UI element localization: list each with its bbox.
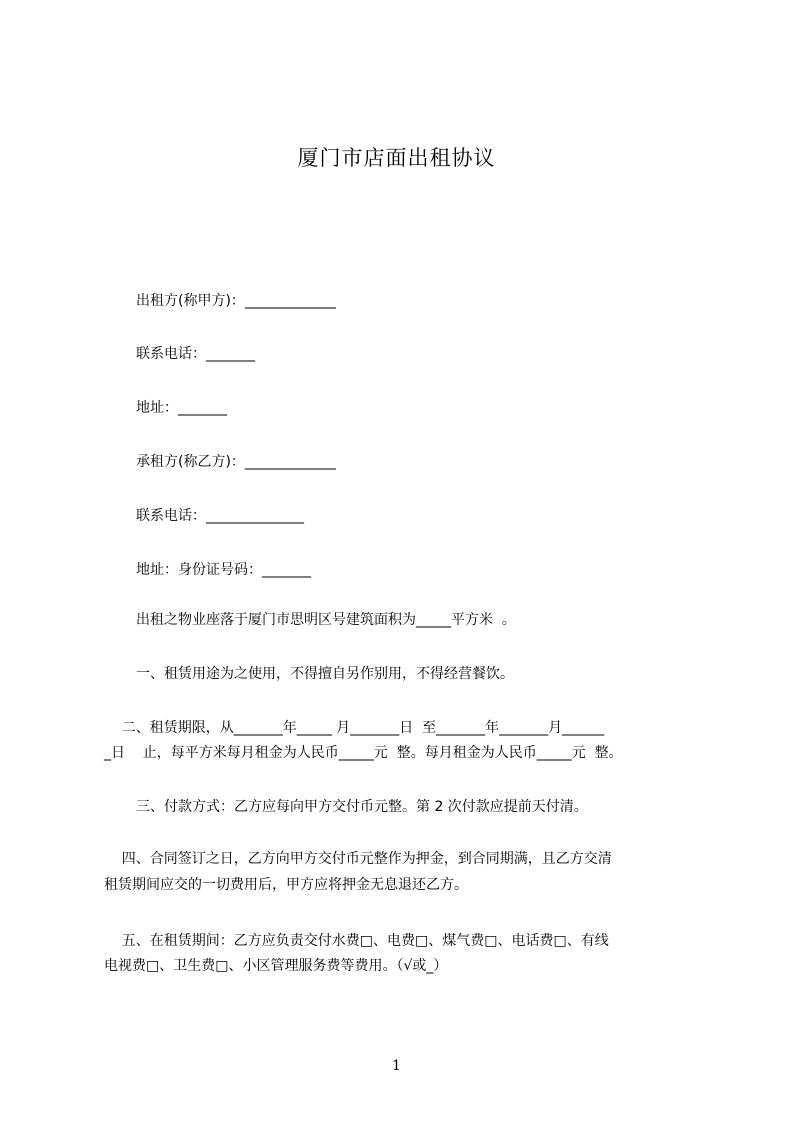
clause-2-term-rent bbox=[104, 718, 704, 763]
clause-4-line-1: 四、合同签订之日，乙方向甲方交付币元整作为押金，到合同期满，且乙方交清 bbox=[104, 851, 612, 867]
lessee-phone-field: 联系电话：______________ bbox=[136, 508, 304, 524]
clause-2-line-2: _日 止，每平方米每月租金为人民币_____元 整。每月租金为人民币_____元 整。 bbox=[104, 745, 623, 761]
clause-1-usage: 一、租赁用途为之使用，不得擅自另作别用，不得经营餐饮。 bbox=[136, 666, 514, 682]
clause-2-line-1: 二、租赁期限，从_______年_____ 月_______日 至_______年_______月______ bbox=[104, 720, 605, 736]
clause-5-line-2: 电视费□、卫生费□、小区管理服务费等费用。（√或_） bbox=[104, 958, 448, 974]
lessor-field: 出租方(称甲方)：_____________ bbox=[136, 293, 336, 309]
clause-4-deposit bbox=[104, 849, 704, 895]
lessor-address-field: 地址：_______ bbox=[136, 400, 227, 416]
clause-5-line-1: 五、在租赁期间：乙方应负责交付水费□、电费□、煤气费□、电话费□、有线 bbox=[104, 933, 609, 949]
page-number: 1 bbox=[392, 1058, 401, 1074]
lessee-address-id-field: 地址：身份证号码：_______ bbox=[136, 562, 311, 578]
clause-5-fees bbox=[104, 931, 704, 976]
document-title: 厦门市店面出租协议 bbox=[297, 146, 496, 170]
lessor-phone-field: 联系电话：_______ bbox=[136, 346, 255, 362]
clause-4-line-2: 租赁期间应交的一切费用后，甲方应将押金无息退还乙方。 bbox=[104, 877, 468, 893]
clause-3-payment: 三、付款方式：乙方应每向甲方交付币元整。第 2 次付款应提前天付清。 bbox=[136, 799, 588, 815]
property-location-line: 出租之物业座落于厦门市思明区号建筑面积为_____平方米 。 bbox=[136, 612, 516, 628]
lessee-field: 承租方(称乙方)：_____________ bbox=[136, 454, 336, 470]
